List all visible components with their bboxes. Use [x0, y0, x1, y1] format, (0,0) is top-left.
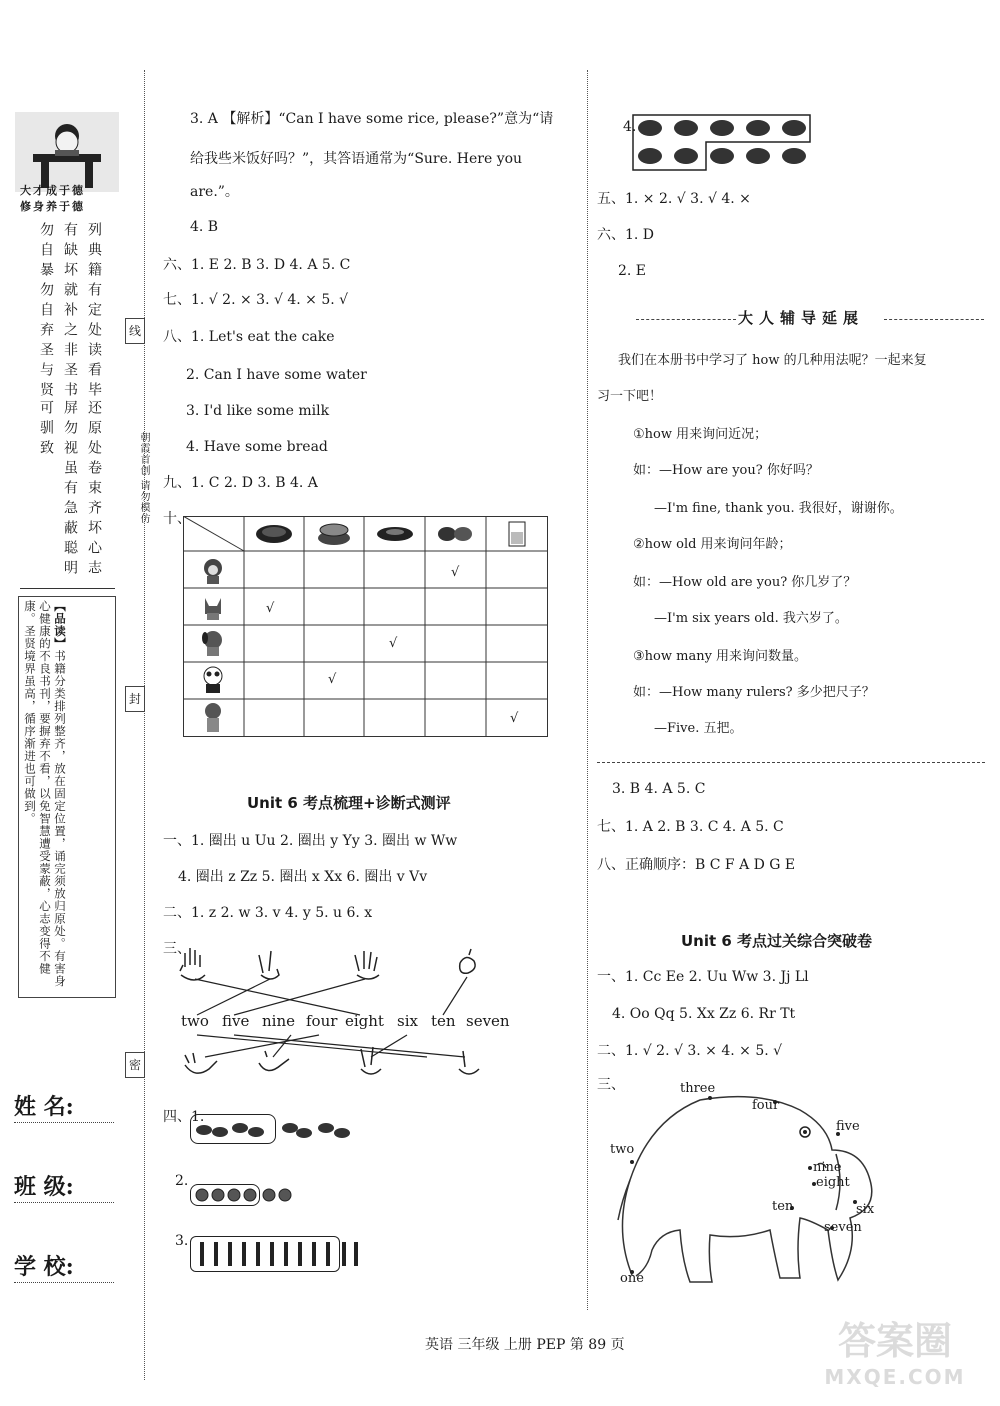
ext-2a: 如：—How old are you? 你几岁了？: [633, 575, 857, 590]
school-field[interactable]: [14, 1282, 114, 1283]
watermark-line2: MXQE.COM: [824, 1365, 966, 1389]
q4: 4. B: [190, 219, 219, 235]
ext-1a: 如：—How are you? 你好吗？: [633, 463, 819, 478]
cut-line: [144, 70, 145, 1380]
elephant-word: six: [856, 1202, 875, 1217]
match-word: ten: [431, 1012, 456, 1030]
ext-2b: —I'm six years old. 我六岁了。: [654, 611, 848, 626]
table-check: √: [389, 636, 398, 651]
proverb: 蔽聪明: [62, 520, 78, 580]
slogan-2: 修身养于德: [20, 200, 85, 213]
proverb: 勿自暴: [38, 222, 54, 282]
u-si-3: 3.: [175, 1233, 189, 1249]
cut-label-secret: 密: [125, 1052, 145, 1078]
meat-icon: [256, 525, 292, 543]
ext-title: 大人辅导延展: [738, 309, 865, 327]
u-er: 二、1. z 2. w 3. v 4. y 5. u 6. x: [163, 905, 373, 921]
proverb: 有缺坏: [62, 222, 78, 282]
b-yi-1: 一、1. Cc Ee 2. Uu Ww 3. Jj Ll: [597, 969, 809, 985]
school-label: 学 校:: [14, 1254, 74, 1280]
match-word: six: [397, 1012, 418, 1030]
ext-3: ③how many 用来询问数量。: [633, 649, 808, 664]
column-divider: [587, 70, 588, 1310]
ext-3a: 如：—How many rulers? 多少把尺子？: [633, 685, 875, 700]
ext-1b: —I'm fine, thank you. 我很好，谢谢你。: [654, 501, 903, 516]
ext-1: ①how 用来询问近况；: [633, 427, 768, 442]
table-check: √: [266, 601, 275, 616]
c2-r3: 3. B 4. A 5. C: [612, 781, 706, 797]
cut-label-line: 线: [125, 318, 145, 344]
watermark-line1: 答案圈: [837, 1319, 952, 1363]
proverb: 虽有急: [62, 460, 78, 520]
dog-icon: [202, 631, 222, 656]
elephant-word: five: [836, 1119, 860, 1134]
q3-line2: 给我些米饭好吗？”，其答语通常为“Sure. Here you: [190, 151, 523, 167]
match-word: eight: [345, 1012, 384, 1030]
hand-icon: [459, 1051, 479, 1074]
u-yi-1: 一、1. 圈出 u Uu 2. 圈出 y Yy 3. 圈出 w Ww: [163, 833, 458, 849]
pindu-text: 书籍分类排列整齐，放在固定位置，诵完须放归原处。有害身心健康的不良书刊，要摒弃不看，以免智慧遭受蒙蔽，心志变得不健康。圣贤境界虽高，循序渐进也可做到。: [23, 600, 67, 988]
name-field[interactable]: [14, 1122, 114, 1123]
proverb: 还原处: [86, 400, 102, 460]
hand-icon: [259, 1051, 289, 1071]
elephant-word: nine: [813, 1160, 842, 1175]
ext-top-rule: [636, 319, 736, 320]
unit6-section-title: Unit 6 考点梳理+诊断式测评: [247, 794, 451, 812]
match-word: five: [222, 1012, 250, 1030]
match-word: seven: [466, 1012, 510, 1030]
proverb: 列典籍: [86, 222, 102, 282]
u-san: 三、: [163, 941, 191, 957]
c2-q4: 4.: [623, 119, 637, 135]
class-label: 班 级:: [14, 1174, 74, 1200]
ext-intro-1: 我们在本册书中学习了 how 的几种用法呢？一起来复: [618, 353, 927, 368]
section-jiu: 九、1. C 2. D 3. B 4. A: [163, 475, 318, 491]
proverb: 圣与贤: [38, 342, 54, 402]
milk-icon: [509, 522, 525, 546]
proverb: 卷束齐: [86, 460, 102, 520]
pindu-label: 【品读】: [53, 600, 67, 650]
unit6b-section-title: Unit 6 考点过关综合突破卷: [681, 932, 873, 950]
b-er: 二、1. √ 2. √ 3. × 4. × 5. √: [597, 1043, 783, 1059]
c2-wu: 五、1. × 2. √ 3. √ 4. ×: [597, 191, 751, 207]
elephant-word: eight: [816, 1175, 850, 1190]
proverb: 读看毕: [86, 342, 102, 402]
section-ba-2: 2. Can I have some water: [186, 367, 367, 383]
monkey-icon: [204, 559, 222, 584]
section-ba-4: 4. Have some bread: [186, 439, 328, 455]
u-yi-2: 4. 圈出 z Zz 5. 圈出 x Xx 6. 圈出 v Vv: [178, 869, 428, 885]
match-word: four: [306, 1012, 338, 1030]
c2-r-ba: 八、正确顺序：B C F A D G E: [597, 857, 796, 873]
section-liu: 六、1. E 2. B 3. D 4. A 5. C: [163, 257, 351, 273]
cut-label-seal: 封: [125, 686, 145, 712]
ext-2: ②how old 用来询问年龄；: [633, 537, 792, 552]
elephant-word: two: [610, 1142, 635, 1157]
elephant-word: seven: [824, 1220, 862, 1235]
pindu-box: [18, 596, 116, 998]
elephant-word: three: [680, 1081, 716, 1096]
proverb: 非圣书: [62, 342, 78, 402]
u-si-1: 四、1.: [163, 1109, 205, 1125]
b-yi-2: 4. Oo Qq 5. Xx Zz 6. Rr Tt: [612, 1006, 796, 1022]
q3-line1: 3. A 【解析】“Can I have some rice, please?”意为“请: [190, 111, 554, 127]
proverb: 可驯致: [38, 400, 54, 460]
slogan-1: 大才成于德: [20, 184, 85, 197]
cut-note: 朝霞首创 请勿模仿: [138, 432, 149, 525]
b-san: 三、: [597, 1077, 625, 1093]
section-qi: 七、1. √ 2. × 3. √ 4. × 5. √: [163, 292, 349, 308]
table-check: √: [510, 711, 519, 726]
proverb: 有定处: [86, 282, 102, 342]
ext-bottom-rule: [597, 762, 985, 763]
elephant-word: one: [620, 1271, 644, 1286]
fist-icon: [460, 949, 475, 973]
name-label: 姓 名:: [14, 1094, 74, 1120]
section-ba-1: 八、1. Let's eat the cake: [163, 329, 335, 345]
cat-icon: [205, 598, 221, 620]
hand-icon: [259, 951, 279, 979]
proverb: 屏勿视: [62, 400, 78, 460]
reading-boy-illustration: [15, 112, 119, 192]
c2-liu-1: 六、1. D: [597, 227, 655, 243]
ext-intro-2: 习一下吧！: [597, 389, 663, 404]
class-field[interactable]: [14, 1202, 114, 1203]
page-footer: 英语 三年级 上册 PEP 第 89 页: [425, 1337, 625, 1353]
frog-group-boxes: [632, 114, 812, 172]
eggs-icon: [438, 527, 472, 541]
proverb: 就补之: [62, 282, 78, 342]
panda-icon: [204, 667, 222, 693]
q3-line3: are.”。: [190, 184, 239, 200]
girl-icon: [205, 703, 221, 732]
section-shi: 十、: [163, 511, 191, 527]
duck-row: [192, 1116, 362, 1142]
sidebar-divider: [20, 588, 115, 589]
hand-icon: [180, 948, 205, 980]
cake-icon: [318, 524, 350, 545]
u-si-2: 2.: [175, 1173, 189, 1189]
food-animal-table: [183, 516, 549, 738]
proverb: 勿自弃: [38, 282, 54, 342]
watermark: [800, 1310, 990, 1400]
match-word: nine: [262, 1012, 295, 1030]
ext-3b: —Five. 五把。: [654, 721, 743, 736]
match-word: two: [181, 1012, 209, 1030]
hand-icon: [355, 951, 379, 979]
section-ba-3: 3. I'd like some milk: [186, 403, 330, 419]
table-check: √: [328, 672, 337, 687]
c2-liu-2: 2. E: [618, 263, 647, 279]
stick-row: [194, 1240, 364, 1268]
bread-icon: [377, 527, 413, 541]
elephant-word: ten: [772, 1199, 794, 1214]
proverb: 坏心志: [86, 520, 102, 580]
ball-row: [192, 1186, 302, 1204]
c2-r-qi: 七、1. A 2. B 3. C 4. A 5. C: [597, 819, 784, 835]
elephant-word: four: [752, 1098, 780, 1113]
table-check: √: [451, 565, 460, 580]
ext-top-rule: [884, 319, 984, 320]
